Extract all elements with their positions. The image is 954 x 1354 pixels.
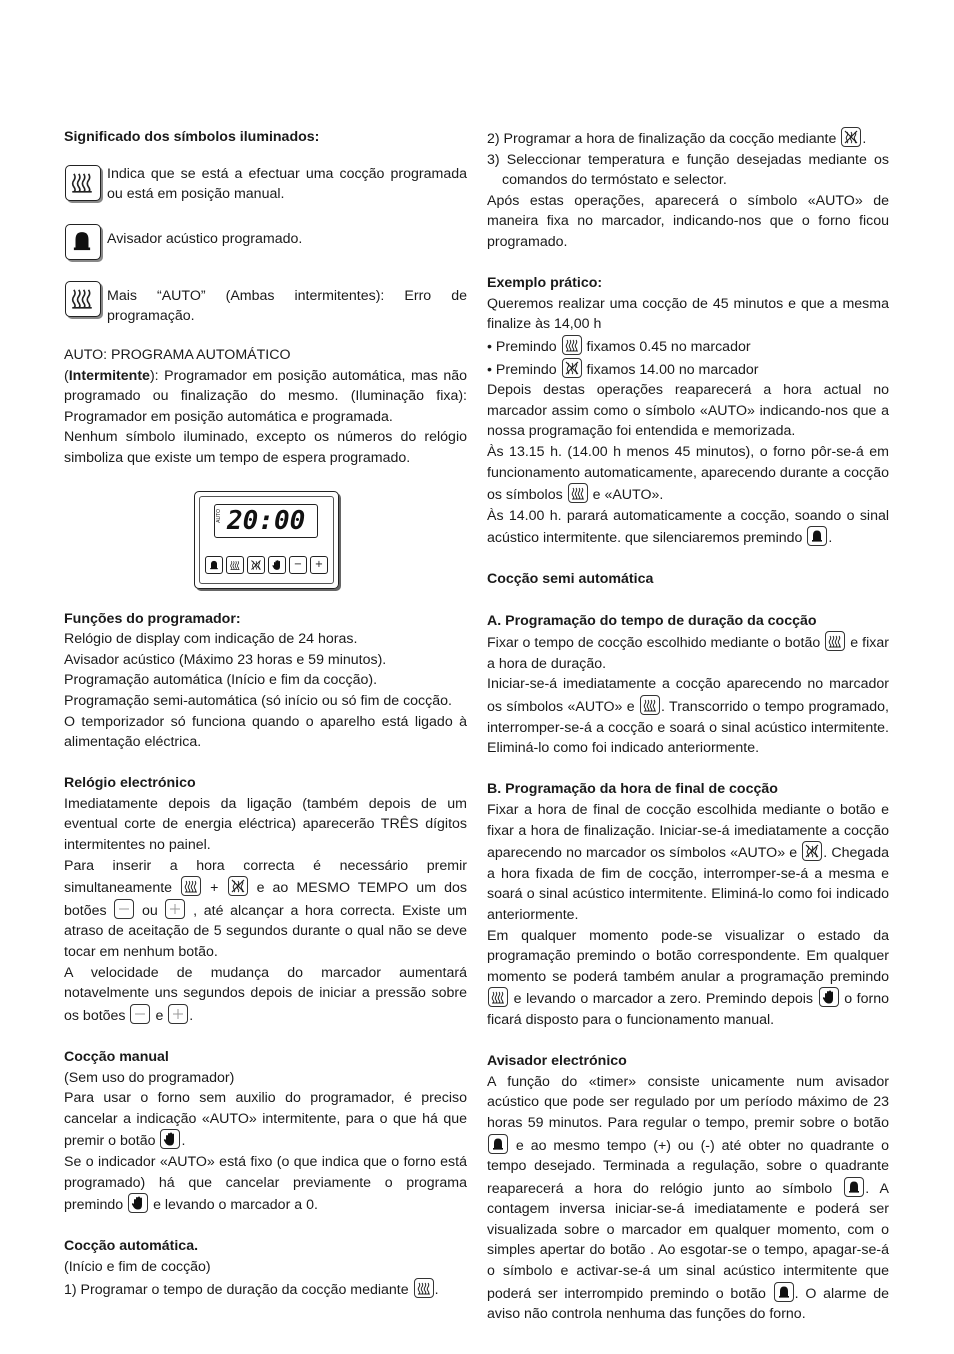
panel-auto-label: AUTO bbox=[216, 508, 222, 523]
end-time-icon bbox=[841, 127, 861, 147]
symbol-cook-text: Indica que se está a efectuar uma cocção programada ou está em posição manual. bbox=[107, 165, 467, 203]
semi-auto-title: Cocção semi automática bbox=[487, 571, 654, 588]
functions-line: Relógio de display com indicação de 24 horas. bbox=[64, 631, 358, 648]
section-a-paragraph-1: Fixar o tempo de cocção escolhido mediante o botão e fixar a hora de duração. bbox=[487, 631, 889, 674]
bell-icon bbox=[807, 526, 827, 546]
clock-paragraph-1: Imediatamente depois da ligação (também depois de um eventual corte de energia eléctrica) aparecerão TRÊS dígitos intermitentes no painel. bbox=[64, 795, 467, 854]
cooking-waves-icon bbox=[181, 876, 201, 896]
panel-digits: 20:00 bbox=[227, 505, 306, 536]
auto-paragraph-2: Nenhum símbolo iluminado, excepto os números do relógio simboliza que existe um tempo de espera programado. bbox=[64, 429, 467, 466]
manual-paragraph-2: Se o indicador «AUTO» está fixo (o que indica que o forno está programado) há que cancelar previamente o programa premindo e levando o marcador a 0. bbox=[64, 1153, 467, 1214]
manual-paragraph-1: Para usar o forno sem auxilio do programador, é preciso cancelar a indicação «AUTO» intermitente, para o que há que premir o botão . bbox=[64, 1090, 467, 1150]
auto-cook-step-2: 2) Programar a hora de finalização da cocção mediante . bbox=[487, 127, 889, 150]
functions-line: Programação semi-automática (só início ou só fim de cocção. bbox=[64, 692, 452, 709]
clock-paragraph-3: A velocidade de mudança do marcador aumentará notavelmente uns segundos depois de iniciar a pressão sobre os botões e . bbox=[64, 964, 467, 1024]
programmer-panel bbox=[194, 491, 339, 589]
bell-icon bbox=[774, 1282, 794, 1302]
auto-cook-subtitle: (Início e fim de cocção) bbox=[64, 1258, 211, 1275]
panel-end-button[interactable] bbox=[247, 556, 265, 574]
cooking-waves-icon bbox=[568, 483, 588, 503]
hand-icon bbox=[128, 1193, 148, 1213]
auto-paragraph-1: (Intermitente): Programador em posição automática, mas não programado ou finalização do mesmo. (Iluminação fixa): Programador em posição automática e programada. bbox=[64, 367, 467, 425]
hand-icon bbox=[160, 1129, 180, 1149]
panel-cook-button[interactable] bbox=[226, 556, 244, 574]
plus-icon bbox=[165, 899, 185, 919]
section-a-title: A. Programação do tempo de duração da cocção bbox=[487, 612, 817, 629]
cooking-waves-icon bbox=[640, 695, 660, 715]
section-a-paragraph-2: Iniciar-se-á imediatamente a cocção aparecendo no marcador os símbolos «AUTO» e . Transcorrido o tempo programado, interromper-se-á a cocção e soará o sinal acústico intermitente. Eliminá-lo como foi indicado anteriormente. bbox=[487, 676, 889, 757]
cooking-waves-icon bbox=[562, 335, 582, 355]
functions-line: O temporizador só funciona quando o aparelho está ligado à alimentação eléctrica. bbox=[64, 713, 467, 751]
symbol-row-cook bbox=[64, 164, 467, 205]
auto-cook-step-3: 3) Seleccionar temperatura e função desejadas mediante os comandos do termóstato e selector. bbox=[487, 151, 889, 189]
symbol-row-error bbox=[64, 280, 467, 327]
example-paragraph-4: Às 14.00 h. parará automaticamente a cocção, soando o sinal acústico intermitente. que silenciaremos premindo . bbox=[487, 507, 889, 547]
example-paragraph-1: Queremos realizar uma cocção de 45 minutos e que a mesma finalize às 14,00 h bbox=[487, 295, 889, 333]
minus-icon bbox=[114, 899, 134, 919]
functions-line: Avisador acústico (Máximo 23 horas e 59 minutos). bbox=[64, 651, 387, 668]
end-time-icon bbox=[228, 876, 248, 896]
bell-icon bbox=[65, 224, 101, 260]
manual-subtitle: (Sem uso do programador) bbox=[64, 1069, 235, 1086]
panel-minus-button[interactable]: − bbox=[289, 556, 307, 574]
symbol-error-text: Mais “AUTO” (Ambas intermitentes): Erro de programação. bbox=[107, 287, 467, 325]
end-time-icon bbox=[562, 358, 582, 378]
panel-bell-button[interactable] bbox=[205, 556, 223, 574]
section-b-paragraph-1: Fixar a hora de final de cocção escolhida mediante o botão e fixar a hora de finalização. Iniciar-se-á imediatamente a cocção aparecendo no marcador os símbolos «AUTO» e . Chegada a hora fixada de fim de cocção, interromper-se-á a mesma e soará o sinal acústico intermitente. Eliminá-lo como foi indicado anteriormente. bbox=[487, 802, 889, 923]
bell-icon bbox=[488, 1134, 508, 1154]
clock-paragraph-2: Para inserir a hora correcta é necessário premir simultaneamente + e ao MESMO TEMPO um dos botões ou , até alcançar a hora correcta. Existe um atraso de aceitação de 5 segundos durante o qual não se deve tocar em nenhum botão. bbox=[64, 857, 467, 961]
left-column bbox=[64, 127, 467, 1300]
panel-hand-button[interactable] bbox=[268, 556, 286, 574]
example-title: Exemplo prático: bbox=[487, 275, 603, 292]
symbols-title: Significado dos símbolos iluminados: bbox=[64, 129, 320, 145]
timer-paragraph: A função do «timer» consiste unicamente num avisador acústico que pode ser regulado por um período máximo de 23 horas 59 minutos. Para regular o tempo, premir sobre o botão e ao mesmo tempo (+) ou (-) até obter no quadrante o tempo desejado. Terminada a regulação, sobre o quadrante reaparecerá a hora do relógio junto ao símbolo . A contagem inversa iniciar-se-á imediatamente e poderá ser visualizada sobre o marcador em qualquer momento, com o simples apertar do botão . Ao esgotar-se o tempo, apagar-se-á o símbolo e activar-se-á um sinal acústico intermitente que poderá ser interrompido premindo o botão . O alarme de aviso não controla nenhuma das funções do forno. bbox=[487, 1073, 889, 1323]
right-column bbox=[487, 127, 889, 1325]
cooking-waves-icon bbox=[825, 631, 845, 651]
cooking-waves-icon bbox=[488, 987, 508, 1007]
cooking-waves-icon bbox=[65, 281, 101, 317]
cooking-waves-icon bbox=[65, 165, 101, 201]
functions-line: Programação automática (Início e fim da cocção). bbox=[64, 672, 378, 689]
cooking-waves-icon bbox=[414, 1278, 434, 1298]
end-time-icon bbox=[802, 841, 822, 861]
auto-cook-step-1: 1) Programar o tempo de duração da cocção mediante . bbox=[64, 1278, 467, 1301]
clock-title: Relógio electrónico bbox=[64, 775, 196, 792]
bell-icon bbox=[844, 1177, 864, 1197]
example-paragraph-3: Às 13.15 h. (14.00 h menos 45 minutos), o forno pôr-se-á em funcionamento automaticamente, aparecendo durante a cocção os símbolos e «AUTO». bbox=[487, 443, 889, 504]
symbol-bell-text: Avisador acústico programado. bbox=[107, 230, 303, 247]
panel-plus-button[interactable]: + bbox=[310, 556, 328, 574]
panel-buttons bbox=[205, 556, 328, 574]
hand-icon bbox=[819, 987, 839, 1007]
section-b-title: B. Programação da hora de final de cocção bbox=[487, 781, 778, 798]
example-bullet-2: • Premindo fixamos 14.00 no marcador bbox=[487, 358, 889, 381]
functions-title: Funções do programador: bbox=[64, 610, 241, 627]
auto-title: AUTO: PROGRAMA AUTOMÁTICO bbox=[64, 346, 291, 363]
minus-icon bbox=[130, 1004, 150, 1024]
manual-title: Cocção manual bbox=[64, 1049, 169, 1065]
timer-title: Avisador electrónico bbox=[487, 1053, 627, 1070]
panel-display bbox=[214, 504, 318, 538]
plus-icon bbox=[168, 1004, 188, 1024]
section-b-paragraph-2: Em qualquer momento pode-se visualizar o estado da programação premindo o botão correspondente. Em qualquer momento se poderá também anular a programação premindo e levando o marcador a zero. Premindo depois o forno ficará disposto para o funcionamento manual. bbox=[487, 927, 890, 1028]
example-paragraph-2: Depois destas operações reaparecerá a hora actual no marcador assim como o símbolo «AUTO» indicando-nos que a nossa programação foi entendida e memorizada. bbox=[487, 382, 889, 440]
symbol-row-bell bbox=[64, 223, 467, 260]
auto-cook-title: Cocção automática. bbox=[64, 1238, 199, 1255]
example-bullet-1: • Premindo fixamos 0.45 no marcador bbox=[487, 335, 889, 358]
after-operations: Após estas operações, aparecerá o símbolo «AUTO» de maneira fixa no marcador, indicando-nos que o forno ficou programado. bbox=[487, 192, 889, 250]
